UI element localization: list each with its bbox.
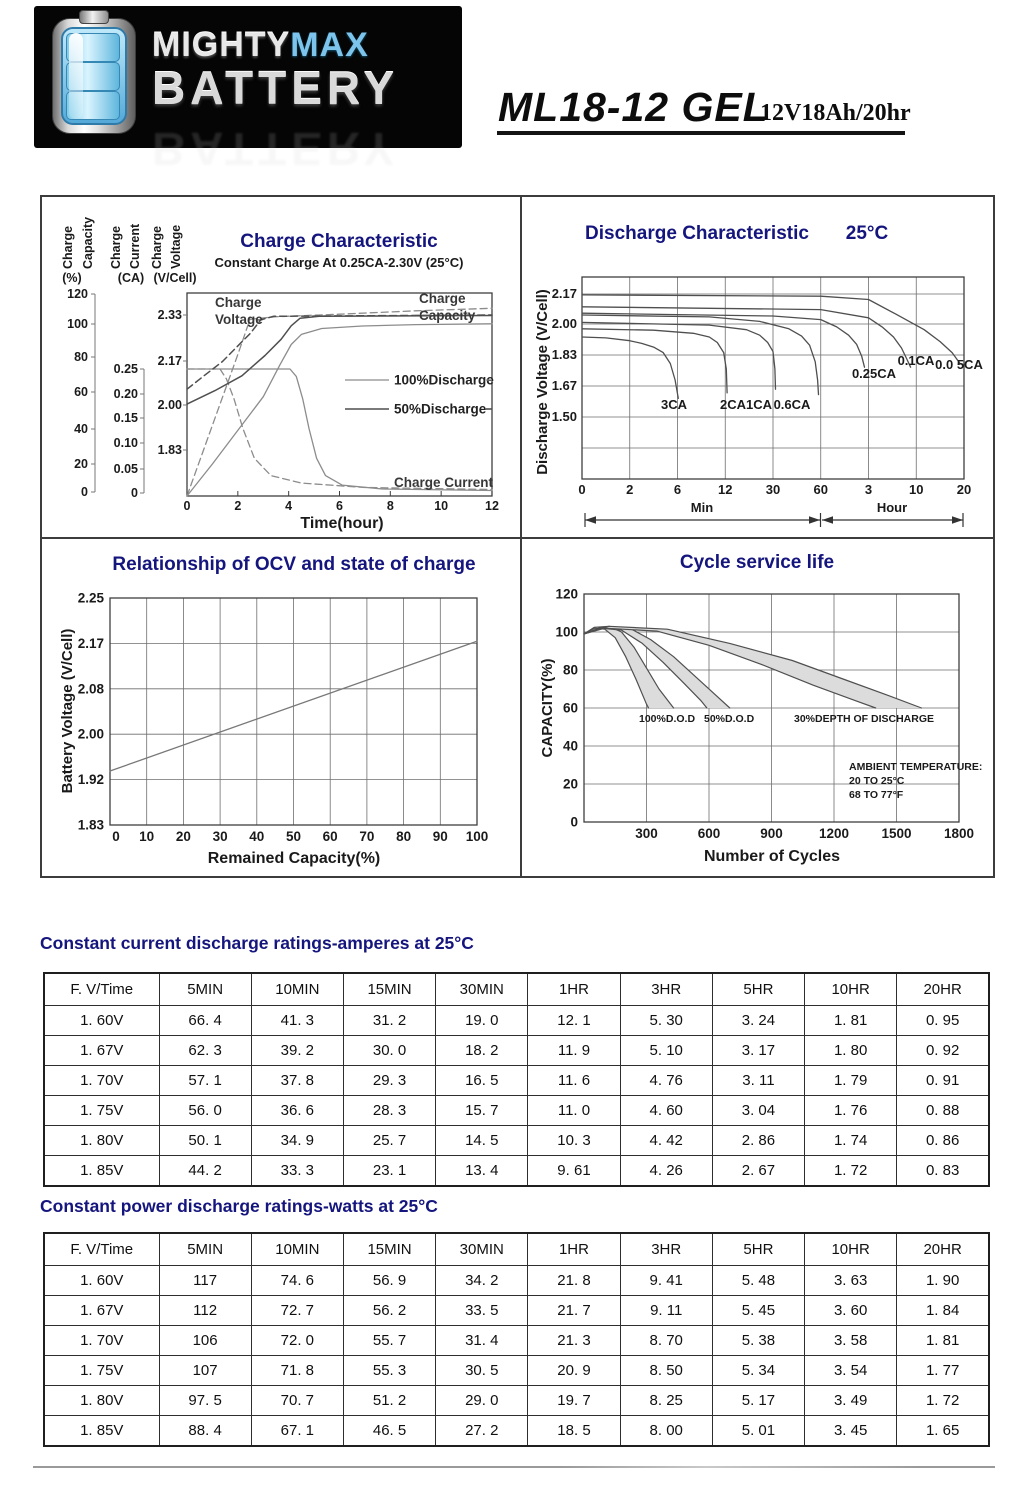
axis-name: Voltage: [169, 224, 183, 269]
table-row: [44, 1066, 989, 1096]
x-tick-label: 10: [909, 482, 924, 497]
cell: 55. 7: [343, 1326, 435, 1356]
cell: 1. 75V: [44, 1096, 159, 1126]
cell: 14. 5: [436, 1126, 528, 1156]
curve-label: 0.6CA: [773, 397, 811, 412]
x-tick-label: 4: [285, 499, 293, 513]
cell: 0. 92: [897, 1036, 989, 1066]
range-min-label: Min: [690, 500, 714, 515]
cell: 4. 60: [620, 1096, 712, 1126]
axis-unit: (%): [62, 271, 82, 285]
cell: 56. 0: [159, 1096, 251, 1126]
cell: 21. 8: [528, 1266, 620, 1296]
y-tick-label: 1.67: [551, 378, 577, 393]
header-cell: 15MIN: [343, 973, 435, 1006]
cell: 1. 60V: [44, 1006, 159, 1036]
cell: 21. 7: [528, 1296, 620, 1326]
range-hour-label: Hour: [876, 500, 908, 515]
cell: 0. 91: [897, 1066, 989, 1096]
cell: 15. 7: [436, 1096, 528, 1126]
pct-tick-label: 100: [67, 317, 88, 331]
label-charge-capacity: Charge: [419, 291, 466, 306]
constant-current-table: [43, 972, 990, 1187]
cell: 0. 88: [897, 1096, 989, 1126]
cell: 3. 54: [805, 1356, 897, 1386]
legend-50pct: 50%Discharge: [394, 401, 487, 417]
ca-tick-label: 0.25: [113, 362, 138, 376]
cell: 55. 3: [343, 1356, 435, 1386]
header-cell: 15MIN: [343, 1233, 435, 1266]
header-cell: 10HR: [805, 973, 897, 1006]
header-cell: 20HR: [897, 973, 989, 1006]
cell: 18. 5: [528, 1416, 620, 1447]
cell: 11. 6: [528, 1066, 620, 1096]
cell: 46. 5: [343, 1416, 435, 1447]
bottom-divider: [33, 1466, 995, 1468]
battery-icon: [52, 18, 136, 134]
label-charge-voltage: Charge: [215, 295, 262, 310]
y-tick-label: 2.00: [551, 316, 577, 331]
ca-tick-label: 0.20: [113, 387, 138, 401]
y-tick-label: 2.00: [77, 726, 104, 742]
y-tick-label: 20: [562, 776, 578, 792]
cell: 34. 2: [436, 1266, 528, 1296]
y-tick-label: 2.25: [77, 590, 104, 606]
cell: 3. 04: [712, 1096, 804, 1126]
chart-title: Charge Characteristic: [240, 231, 438, 252]
cell: 30. 0: [343, 1036, 435, 1066]
cell: 9. 61: [528, 1156, 620, 1187]
cell: 1. 77: [897, 1356, 989, 1386]
arrowhead-right-icon: [952, 516, 963, 523]
v-tick-label: 2.33: [157, 308, 182, 322]
cell: 56. 9: [343, 1266, 435, 1296]
brand-accent: MAX: [290, 26, 369, 64]
cell: 1. 80: [805, 1036, 897, 1066]
cycle-service-life-chart: [522, 539, 993, 876]
cell: 37. 8: [251, 1066, 343, 1096]
header-cell: 1HR: [528, 1233, 620, 1266]
header-cell: 1HR: [528, 973, 620, 1006]
x-tick-label: 20: [956, 482, 972, 497]
cell: 5. 48: [712, 1266, 804, 1296]
cell: 21. 3: [528, 1326, 620, 1356]
cell: 1. 72: [897, 1386, 989, 1416]
ambient-temperature-note: AMBIENT TEMPERATURE:: [849, 761, 983, 773]
dod-label-50: 50%D.O.D: [704, 713, 755, 725]
cell: 71. 8: [251, 1356, 343, 1386]
table-header-row: [44, 973, 989, 1006]
cell: 97. 5: [159, 1386, 251, 1416]
cell: 57. 1: [159, 1066, 251, 1096]
cell: 1. 67V: [44, 1296, 159, 1326]
cell: 1. 70V: [44, 1326, 159, 1356]
label-charge-current: Charge Current: [394, 475, 494, 490]
cell: 11. 0: [528, 1096, 620, 1126]
product-rating: 12V18Ah/20hr: [760, 100, 911, 126]
cell: 16. 5: [436, 1066, 528, 1096]
x-tick-label: 30: [212, 829, 228, 844]
cell: 88. 4: [159, 1416, 251, 1447]
curve-label: 0.1CA: [897, 353, 935, 368]
cell: 62. 3: [159, 1036, 251, 1066]
x-tick-label: 900: [760, 826, 783, 841]
axis-unit: (CA): [117, 271, 145, 285]
table-row: [44, 1416, 989, 1447]
x-tick-label: 0: [578, 482, 586, 497]
dod-label-30: 30%DEPTH OF DISCHARGE: [794, 713, 935, 725]
cell: 1. 60V: [44, 1266, 159, 1296]
y-axis-title: Battery Voltage (V/Cell): [59, 628, 76, 794]
cell: 1. 85V: [44, 1416, 159, 1447]
cell: 41. 3: [251, 1006, 343, 1036]
axis-name: Charge: [109, 225, 123, 269]
cell: 1. 72: [805, 1156, 897, 1187]
cell: 1. 65: [897, 1416, 989, 1447]
label-charge-voltage: Voltage: [215, 312, 263, 327]
x-tick-label: 1200: [818, 826, 850, 841]
cell: 12. 1: [528, 1006, 620, 1036]
cell: 74. 6: [251, 1266, 343, 1296]
cell: 5. 10: [620, 1036, 712, 1066]
header-cell: 5HR: [712, 973, 804, 1006]
y-axis-title: CAPACITY(%): [539, 658, 556, 758]
ocv-state-of-charge-chart: [42, 539, 520, 876]
v-tick-label: 2.17: [157, 354, 182, 368]
cell: 106: [159, 1326, 251, 1356]
header-cell: 10MIN: [251, 973, 343, 1006]
legend-100pct: 100%Discharge: [394, 372, 494, 388]
chart-title: Relationship of OCV and state of charge: [112, 554, 476, 575]
cell: 8. 00: [620, 1416, 712, 1447]
axis-name: Current: [128, 223, 142, 269]
cell: 8. 70: [620, 1326, 712, 1356]
chart-temp: 25°C: [845, 223, 889, 244]
curve-label: 0.0 5CA: [935, 357, 983, 372]
pct-tick-label: 60: [74, 385, 88, 399]
header-cell: 5HR: [712, 1233, 804, 1266]
header-cell: 20HR: [897, 1233, 989, 1266]
x-axis-title: Time(hour): [300, 515, 384, 532]
cell: 18. 2: [436, 1036, 528, 1066]
band-fill-100pct-dod: [584, 626, 674, 708]
x-axis-title: Number of Cycles: [703, 848, 841, 865]
power-table-title: Constant power discharge ratings-watts at 25°C: [40, 1196, 438, 1216]
ca-tick-label: 0.05: [113, 462, 138, 476]
axis-name: Charge: [61, 225, 75, 269]
cell: 1. 67V: [44, 1036, 159, 1066]
cell: 9. 11: [620, 1296, 712, 1326]
power-table-wrap: [43, 1232, 990, 1447]
battery-glass: [61, 27, 127, 125]
header-cell: 3HR: [620, 973, 712, 1006]
cell: 1. 74: [805, 1126, 897, 1156]
chart-title: Cycle service life: [679, 552, 835, 573]
label-charge-capacity: Capacity: [419, 308, 476, 323]
current-table-title: Constant current discharge ratings-amperes at 25°C: [40, 933, 474, 953]
cell: 117: [159, 1266, 251, 1296]
curve-3CA: [582, 337, 678, 398]
table-row: [44, 1386, 989, 1416]
cell: 4. 42: [620, 1126, 712, 1156]
cell: 1. 80V: [44, 1126, 159, 1156]
cell: 27. 2: [436, 1416, 528, 1447]
curve-label: 0.25CA: [851, 366, 897, 381]
chart-subtitle: Constant Charge At 0.25CA-2.30V (25°C): [214, 255, 464, 270]
cell: 25. 7: [343, 1126, 435, 1156]
cell: 67. 1: [251, 1416, 343, 1447]
cell: 9. 41: [620, 1266, 712, 1296]
arrowhead-right-icon: [809, 516, 820, 523]
y-tick-label: 1.92: [77, 772, 104, 788]
title-underline: [497, 131, 905, 135]
cell: 3. 63: [805, 1266, 897, 1296]
current-table-wrap: [43, 972, 990, 1187]
cell: 1. 70V: [44, 1066, 159, 1096]
ca-tick-label: 0.15: [113, 411, 138, 425]
charge-characteristic-chart: [42, 197, 520, 537]
battery-shine: [69, 33, 83, 119]
cell: 29. 0: [436, 1386, 528, 1416]
y-tick-label: 100: [555, 624, 578, 640]
cell: 70. 7: [251, 1386, 343, 1416]
cell: 20. 9: [528, 1356, 620, 1386]
ca-tick-label: 0: [131, 486, 138, 500]
table-header-row: [44, 1233, 989, 1266]
x-tick-label: 600: [697, 826, 721, 841]
v-tick-label: 1.83: [157, 443, 182, 457]
header-cell: 10MIN: [251, 1233, 343, 1266]
table-row: [44, 1266, 989, 1296]
cell: 1. 85V: [44, 1156, 159, 1187]
x-tick-label: 300: [635, 826, 658, 841]
cell: 11. 9: [528, 1036, 620, 1066]
x-tick-label: 60: [322, 829, 338, 844]
y-tick-label: 2.17: [551, 286, 577, 301]
ambient-temperature-note: 68 TO 77°F: [849, 789, 904, 801]
panel-divider-horizontal: [42, 537, 993, 539]
cell: 33. 3: [251, 1156, 343, 1187]
cell: 5. 17: [712, 1386, 804, 1416]
x-tick-label: 12: [485, 499, 499, 513]
cell: 29. 3: [343, 1066, 435, 1096]
cell: 19. 7: [528, 1386, 620, 1416]
table-row: [44, 1326, 989, 1356]
cell: 1. 90: [897, 1266, 989, 1296]
cell: 5. 30: [620, 1006, 712, 1036]
cell: 5. 38: [712, 1326, 804, 1356]
x-tick-label: 12: [718, 482, 733, 497]
cell: 50. 1: [159, 1126, 251, 1156]
cell: 107: [159, 1356, 251, 1386]
product-model: ML18-12 GEL: [498, 84, 769, 130]
cell: 3. 49: [805, 1386, 897, 1416]
x-tick-label: 10: [139, 829, 155, 844]
x-tick-label: 40: [249, 829, 265, 844]
x-tick-label: 8: [386, 499, 394, 513]
cell: 39. 2: [251, 1036, 343, 1066]
cell: 1. 76: [805, 1096, 897, 1126]
cell: 1. 84: [897, 1296, 989, 1326]
cell: 3. 17: [712, 1036, 804, 1066]
cell: 72. 7: [251, 1296, 343, 1326]
cell: 13. 4: [436, 1156, 528, 1187]
cell: 10. 3: [528, 1126, 620, 1156]
curve-label: 1CA: [745, 397, 773, 412]
pct-tick-label: 80: [74, 350, 88, 364]
x-tick-label: 20: [175, 829, 191, 844]
y-tick-label: 2.17: [77, 635, 104, 651]
cell: 5. 34: [712, 1356, 804, 1386]
brand-first: MIGHTY: [152, 26, 291, 64]
cell: 3. 24: [712, 1006, 804, 1036]
charts-frame: [40, 195, 995, 878]
cell: 3. 45: [805, 1416, 897, 1447]
cell: 23. 1: [343, 1156, 435, 1187]
pct-tick-label: 0: [81, 485, 88, 499]
constant-power-table: [43, 1232, 990, 1447]
brand-line2: BATTERY: [152, 62, 400, 114]
y-tick-label: 0: [570, 814, 578, 830]
header-cell: F. V/Time: [44, 1233, 159, 1266]
x-tick-label: 1500: [881, 826, 912, 841]
y-tick-label: 40: [562, 738, 578, 754]
y-tick-label: 120: [555, 586, 578, 602]
series-voltage-100pct: [187, 316, 492, 405]
x-tick-label: 90: [432, 829, 448, 844]
cell: 1. 80V: [44, 1386, 159, 1416]
header-cell: 10HR: [805, 1233, 897, 1266]
x-tick-label: 1800: [943, 826, 975, 841]
x-tick-label: 80: [396, 829, 412, 844]
cell: 0. 95: [897, 1006, 989, 1036]
cell: 34. 9: [251, 1126, 343, 1156]
x-axis-title: Remained Capacity(%): [207, 850, 381, 867]
x-tick-label: 6: [336, 499, 343, 513]
x-tick-label: 60: [813, 482, 828, 497]
brand-reflection: BATTERY: [152, 123, 400, 175]
y-tick-label: 1.50: [551, 409, 577, 424]
ca-tick-label: 0.10: [113, 436, 138, 450]
cell: 0. 83: [897, 1156, 989, 1187]
cell: 8. 25: [620, 1386, 712, 1416]
y-tick-label: 1.83: [551, 347, 577, 362]
cell: 30. 5: [436, 1356, 528, 1386]
cell: 1. 81: [897, 1326, 989, 1356]
cell: 31. 2: [343, 1006, 435, 1036]
x-tick-label: 70: [359, 829, 375, 844]
cell: 2. 86: [712, 1126, 804, 1156]
axis-name: Capacity: [81, 216, 95, 269]
cell: 66. 4: [159, 1006, 251, 1036]
y-tick-label: 2.08: [77, 681, 104, 697]
v-tick-label: 2.00: [157, 398, 182, 412]
cell: 3. 60: [805, 1296, 897, 1326]
x-tick-label: 0: [112, 829, 120, 844]
brand-wordmark: [152, 26, 400, 114]
x-tick-label: 0: [183, 499, 191, 513]
pct-tick-label: 40: [74, 422, 88, 436]
dod-label-100: 100%D.O.D: [639, 713, 696, 725]
arrowhead-left-icon: [822, 516, 833, 523]
x-tick-label: 2: [626, 482, 634, 497]
cell: 31. 4: [436, 1326, 528, 1356]
table-row: [44, 1096, 989, 1126]
cell: 4. 76: [620, 1066, 712, 1096]
table-row: [44, 1036, 989, 1066]
cell: 51. 2: [343, 1386, 435, 1416]
cell: 0. 86: [897, 1126, 989, 1156]
x-tick-label: 2: [234, 499, 242, 513]
table-row: [44, 1006, 989, 1036]
x-tick-label: 3: [864, 482, 873, 497]
x-tick-label: 6: [673, 482, 682, 497]
brand-line1: [152, 28, 399, 62]
y-tick-label: 1.83: [77, 817, 104, 833]
cell: 4. 26: [620, 1156, 712, 1187]
chart-title: Discharge Characteristic: [585, 223, 809, 244]
cell: 3. 11: [712, 1066, 804, 1096]
table-row: [44, 1356, 989, 1386]
curve-label: 2CA: [719, 397, 747, 412]
cell: 19. 0: [436, 1006, 528, 1036]
axis-name: Charge: [150, 225, 164, 269]
cell: 1. 75V: [44, 1356, 159, 1386]
y-axis-title: Discharge Voltage (V/Cell): [534, 289, 551, 475]
ambient-temperature-note: 20 TO 25°C: [849, 775, 905, 787]
x-tick-label: 50: [285, 829, 302, 844]
cell: 2. 67: [712, 1156, 804, 1187]
table-row: [44, 1126, 989, 1156]
cell: 56. 2: [343, 1296, 435, 1326]
cell: 5. 45: [712, 1296, 804, 1326]
header-cell: 3HR: [620, 1233, 712, 1266]
cell: 112: [159, 1296, 251, 1326]
y-tick-label: 80: [562, 662, 578, 678]
header-cell: 5MIN: [159, 1233, 251, 1266]
cell: 33. 5: [436, 1296, 528, 1326]
cell: 72. 0: [251, 1326, 343, 1356]
cell: 36. 6: [251, 1096, 343, 1126]
discharge-characteristic-chart: [522, 197, 993, 537]
cell: 3. 58: [805, 1326, 897, 1356]
pct-tick-label: 120: [67, 287, 88, 301]
header-cell: F. V/Time: [44, 973, 159, 1006]
axis-unit: (V/Cell): [153, 271, 197, 285]
y-tick-label: 60: [562, 700, 578, 716]
battery-cap-icon: [79, 10, 109, 24]
pct-tick-label: 20: [74, 457, 88, 471]
cell: 8. 50: [620, 1356, 712, 1386]
x-tick-label: 30: [765, 482, 781, 497]
table-row: [44, 1296, 989, 1326]
cell: 28. 3: [343, 1096, 435, 1126]
x-tick-label: 100: [465, 829, 489, 844]
curve-label: 3CA: [660, 397, 688, 412]
arrowhead-left-icon: [585, 516, 596, 523]
header-cell: 30MIN: [436, 1233, 528, 1266]
cell: 1. 79: [805, 1066, 897, 1096]
header-cell: 30MIN: [436, 973, 528, 1006]
cell: 5. 01: [712, 1416, 804, 1447]
header-cell: 5MIN: [159, 973, 251, 1006]
cell: 44. 2: [159, 1156, 251, 1187]
brand-logo: [34, 6, 462, 175]
x-tick-label: 10: [434, 499, 449, 513]
table-row: [44, 1156, 989, 1187]
cell: 1. 81: [805, 1006, 897, 1036]
